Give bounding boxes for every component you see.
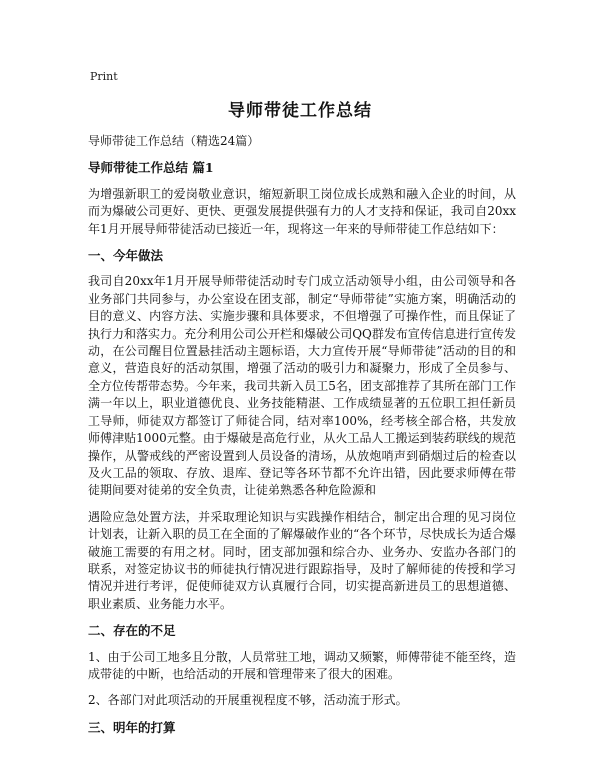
heading-shortcomings: 二、存在的不足 <box>88 623 176 639</box>
document-body <box>88 133 516 745</box>
print-link[interactable]: Print <box>90 70 118 83</box>
paragraph-shortcoming-2: 2、各部门对此项活动的开展重视程度不够，活动流于形式。 <box>88 693 408 708</box>
section-title: 导师带徒工作总结 篇1 <box>88 160 214 176</box>
heading-this-year-practice: 一、今年做法 <box>88 248 164 264</box>
page-title: 导师带徒工作总结 <box>228 101 372 121</box>
paragraph-practice-1: 我司自20xx年1月开展导师带徒活动时专门成立活动领导小组，由公司领导和各业务部门共同参与，办公室设在团支部，制定“导师带徒”实施方案，明确活动的目的意义、内容方法、实施步骤和具体要求，不但增强了可操作性，而且保证了执行力和落实力。充分利用公司公开栏和爆破公司QQ群发布宣传信息进行宣传发动，在公司醒目位置悬挂活动主题标语，大力宣传开展“导师带徒”活动的目的和意义，营造良好的活动氛围，增强了活动的吸引力和凝聚力，形成了全员参与、全方位传帮带态势。今年来，我司共新入员工5名，团支部推荐了其所在部门工作满一年以上，职业道德优良、业务技能精湛、工作成绩显著的五位职工担任新员工导师，师徒双方都签订了师徒合同，结对率100%，经考核全部合格，共发放师傅津贴1000元整。由于爆破是高危行业，从火工品人工搬运到装药联线的规范操作，从警戒线的严密设置到人员设备的清场，从放炮哨声到硝烟过后的检查以及火工品的领取、存放、退库、登记等各环节都不允许出错，因此要求师傅在带徒期间要对徒弟的安全负责，让徒弟熟悉各种危险源和 <box>88 274 516 498</box>
paragraph-practice-2: 遇险应急处置方法，并采取理论知识与实践操作相结合，制定出合理的见习岗位计划表，让新入职的员工在全面的了解爆破作业的“各个环节，尽快成长为适合爆破施工需要的有用之材。同时，团支部加强和综合办、业务办、安监办各部门的联系，对签定协议书的师徒执行情况进行跟踪指导，及时了解师徒的传授和学习情况并进行考评，促使师徒双方认真履行合同，切实提高新进员工的思想道德、职业素质、业务能力水平。 <box>88 509 516 611</box>
paragraph-shortcoming-1: 1、由于公司工地多且分散，人员常驻工地，调动又频繁，师傅带徒不能至终，造成带徒的中断，也给活动的开展和管理带来了很大的困难。 <box>88 649 516 681</box>
intro-paragraph: 为增强新职工的爱岗敬业意识，缩短新职工岗位成长成熟和融入企业的时间，从而为爆破公司更好、更快、更强发展提供强有力的人才支持和保证，我司自20xx年1月开展导师带徒活动已接近一年，现将这一年来的导师带徒工作总结如下： <box>88 186 516 236</box>
heading-next-year-plan: 三、明年的打算 <box>88 719 176 735</box>
subtitle: 导师带徒工作总结（精选24篇） <box>88 134 260 148</box>
